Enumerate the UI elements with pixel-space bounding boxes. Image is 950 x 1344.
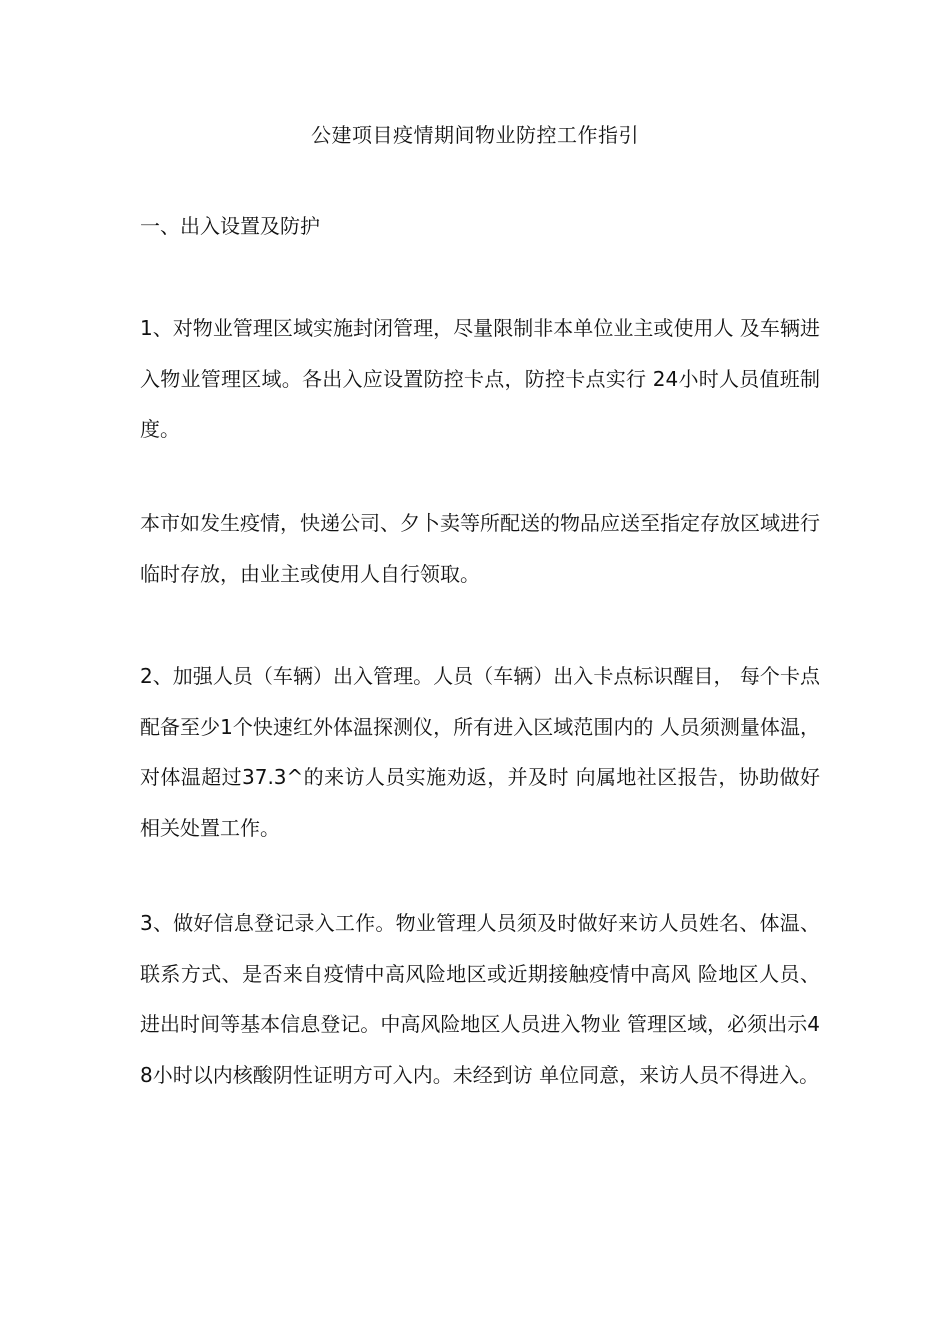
paragraph-4: 3、做好信息登记录入工作。物业管理人员须及时做好来访人员姓名、体温、联系方式、是否来自疫情中高风险地区或近期接触疫情中高风 险地区人员、进出时间等基本信息登记。中高风险地区人员进入物业 管理区域，必须出示48小时以内核酸阴性证明方可入内。未经到访 单位同意，来访人员不得进入。 (140, 911, 820, 1087)
section-heading: 一、出入设置及防护 (140, 214, 320, 238)
paragraph-3: 2、加强人员（车辆）出入管理。人员（车辆）出入卡点标识醒目， 每个卡点配备至少1个快速红外体温探测仪，所有进入区域范围内的 人员须测量体温，对体温超过37.3^的来访人员实施劝返，并及时 向属地社区报告，协助做好相关处置工作。 (140, 664, 820, 840)
paragraph-2: 本市如发生疫情，快递公司、夕卜卖等所配送的物品应送至指定存放区域进行临时存放，由业主或使用人自行领取。 (140, 511, 820, 586)
document-title: 公建项目疫情期间物业防控工作指引 (311, 123, 639, 147)
paragraph-1: 1、对物业管理区域实施封闭管理，尽量限制非本单位业主或使用人 及车辆进入物业管理区域。各出入应设置防控卡点，防控卡点实行 24小时人员值班制度。 (140, 316, 820, 441)
